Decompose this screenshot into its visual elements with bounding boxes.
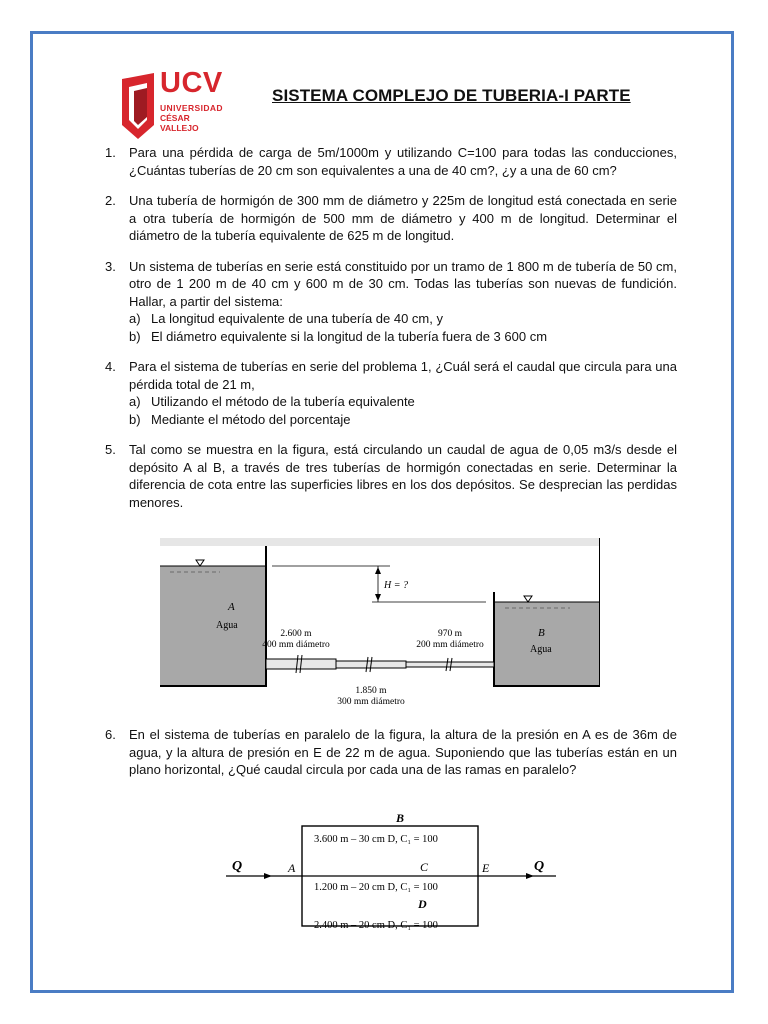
pipe2-length: 1.850 m [355,686,387,696]
problem-text: Para una pérdida de carga de 5m/1000m y utilizando C=100 para todas las conducciones, ¿Cuántas tuberías de 20 cm son equivalentes a una de 40 cm?, ¿y a una de 60 cm? [129,145,677,178]
sub-text: El diámetro equivalente si la longitud de la tubería fuera de 3 600 cm [151,328,548,344]
problem-number: 4. [105,359,116,374]
page-title: SISTEMA COMPLEJO DE TUBERIA-I PARTE [272,86,631,105]
water-level-b-icon [524,596,532,602]
problem-5 [105,441,677,511]
sub-item [129,310,677,328]
problem-number: 2. [105,193,116,208]
h-label: H = ? [384,580,408,591]
tank-a-letter: A [228,601,235,613]
branch-b-label: 3.600 m – 30 cm D, C₁ = 100 [314,834,438,845]
sub-item [129,328,677,346]
logo-line2: CÉSAR VALLEJO [160,113,199,133]
pipe-3 [406,662,494,667]
node-a-label: A [288,861,296,875]
problem-list-continued [105,726,677,792]
problem-2 [105,192,677,245]
problem-3 [105,258,677,346]
tank-b-label: Agua [530,644,552,655]
problem-text: Tal como se muestra en la figura, está circulando un caudal de agua de 0,05 m3/s desde el depósito A al B, a través de tres tuberías de hormigón conectadas en serie. Determinar la diferencia de cota entre las superficies libres en los dos depósitos. Se desprecian las perdidas menores. [129,442,677,510]
problem-4 [105,358,677,428]
series-pipe-figure [160,538,600,710]
problem-number: 3. [105,258,116,274]
q-in-label: Q [232,859,243,874]
problem-6 [105,726,677,779]
ucv-logo [120,67,230,143]
pipe1-diameter: 400 mm diámetro [262,640,330,650]
pipe1-length: 2.600 m [280,629,312,639]
sub-item [129,393,677,411]
problem-list [105,144,677,524]
water-level-a-icon [196,560,204,566]
branch-c-letter: C [420,860,429,874]
problem-number: 5. [105,442,116,457]
pipe2-diameter: 300 mm diámetro [337,697,405,707]
tank-a-label: Agua [216,620,238,631]
branch-d-label: 2.400 m – 20 cm D, C₁ = 100 [314,920,438,931]
sub-letter: b) [129,328,141,344]
problem-number: 1. [105,145,116,160]
tank-a-water [160,566,266,686]
problem-1 [105,144,677,179]
flow-arrow-out-icon [526,873,534,879]
node-e-label: E [482,861,490,875]
problem-text: Un sistema de tuberías en serie está constituido por un tramo de 1 800 m de tubería de 50 cm, otro de 1 200 m de 40 cm y 600 m de 30 cm. Todas las tuberías son nuevas de fundición. Hallar, a partir del sistema: [129,258,677,309]
problem-text: Una tubería de hormigón de 300 mm de diámetro y 225m de longitud está conectada en serie a otra tubería de hormigón de 500 mm de diámetro y 400 m de longitud. Determinar el diámetro de la tubería equivalente de 625 m de longitud. [129,193,677,243]
sub-letter: a) [129,394,141,409]
branch-d-letter: D [418,897,427,911]
q-out-label: Q [534,859,545,874]
problem-number: 6. [105,727,116,742]
tank-b-letter: B [538,627,545,639]
logo-brand: UCV [160,67,223,99]
problem-text: Para el sistema de tuberías en serie del problema 1, ¿Cuál será el caudal que circula para una pérdida total de 21 m, [129,359,677,392]
branch-c-label: 1.200 m – 20 cm D, C₁ = 100 [314,882,438,893]
logo-line1: UNIVERSIDAD [160,103,223,113]
pipe3-length: 970 m [437,629,463,639]
branch-b-letter: B [396,811,405,825]
sub-text: La longitud equivalente de una tubería de 40 cm, y [151,311,443,326]
sub-item [129,411,677,429]
flow-arrow-in-icon [264,873,272,879]
problem-text: En el sistema de tuberías en paralelo de la figura, la altura de la presión en A es de 36m de agua, y la altura de presión en E de 22 m de agua. Suponiendo que las tuberías están en un plano horizontal, ¿Qué caudal circula por cada una de las ramas en paralelo? [129,727,677,777]
parallel-pipe-figure [226,808,556,938]
sub-letter: a) [129,311,141,326]
sub-text: Mediante el método del porcentaje [151,411,351,427]
sub-text: Utilizando el método de la tubería equivalente [151,394,415,409]
sub-letter: b) [129,411,141,427]
pipe3-diameter: 200 mm diámetro [416,640,484,650]
